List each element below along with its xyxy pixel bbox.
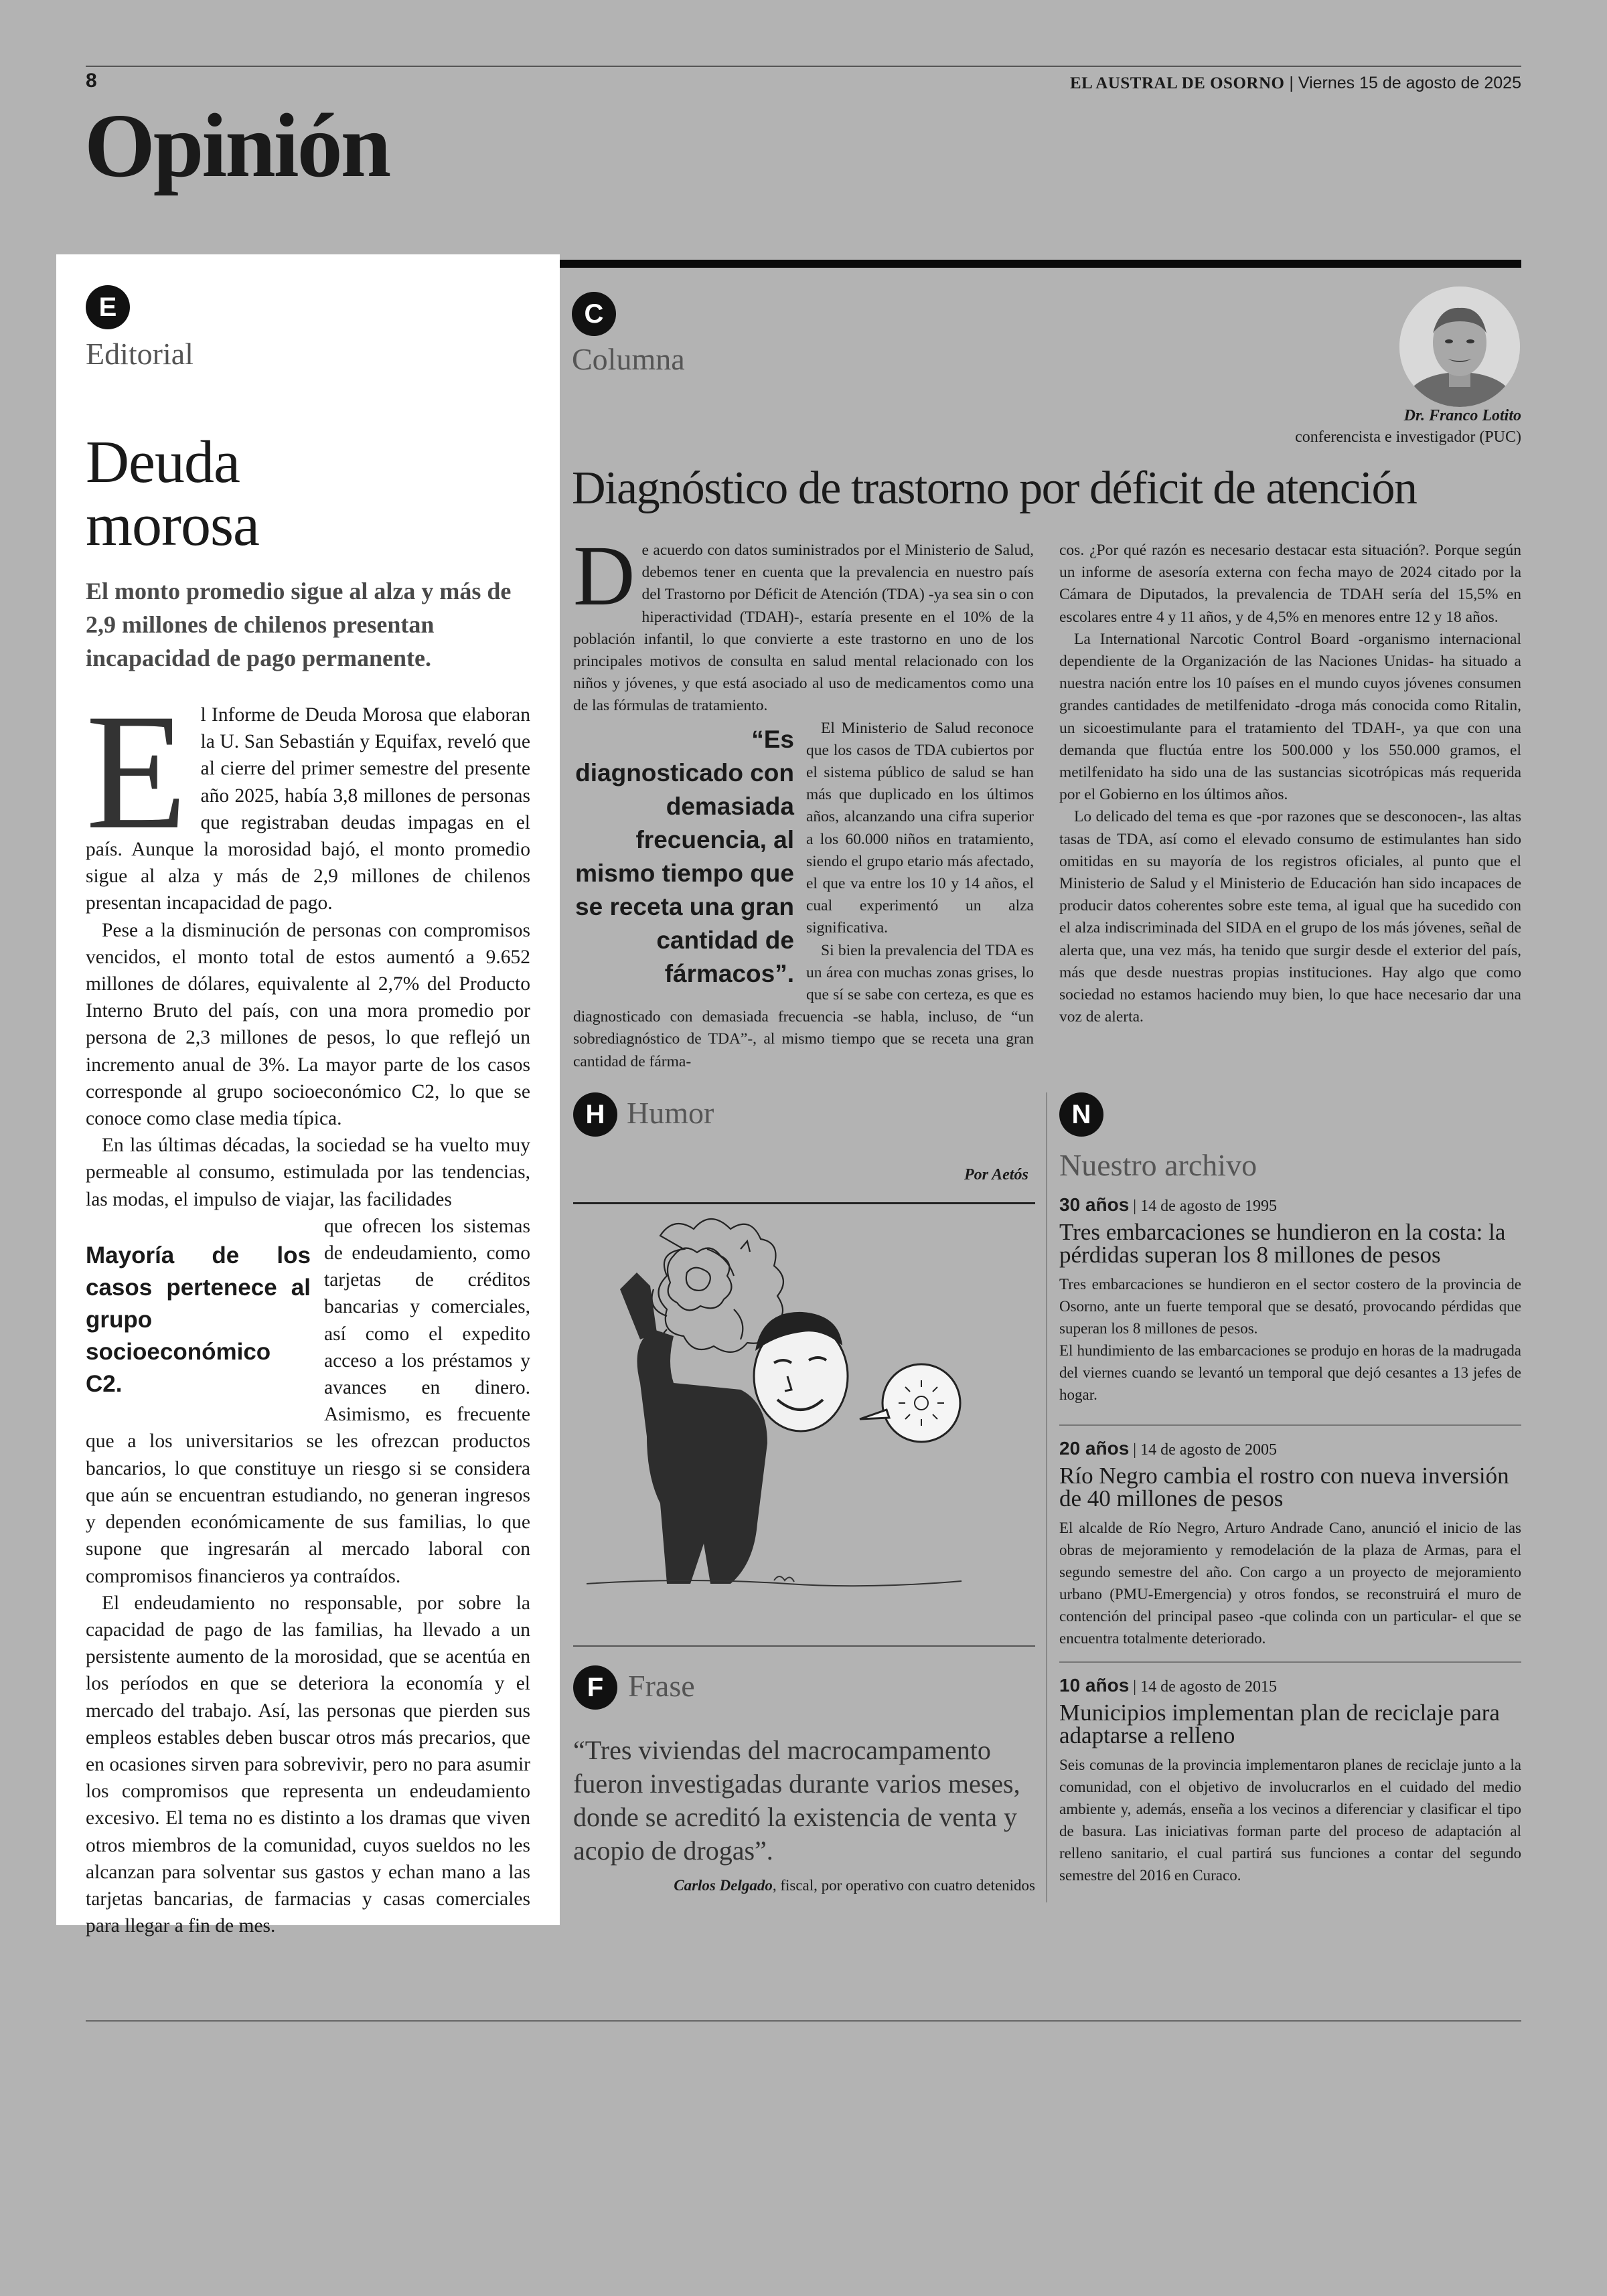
bottom-rule: [86, 2020, 1521, 2022]
archive-date: 14 de agosto de 1995: [1140, 1198, 1278, 1215]
column-badge: C: [572, 292, 616, 336]
column-label: Columna: [572, 342, 685, 376]
headline-line-2: morosa: [86, 492, 259, 558]
frase-attr-name: Carlos Delgado: [674, 1877, 773, 1894]
author-photo: [1399, 286, 1520, 407]
editorial-badge: E: [86, 285, 130, 329]
editorial-paragraph: que ofrecen los sistemas de endeudamiento, como tarjetas de créditos bancarias y comerciales, así como el expedito acceso a los préstamos y avances en dinero. Asimismo, es frecuente que a los universitarios se les ofrezcan productos bancarios, lo que constituye un riesgo si se considera que aún se encuentran estudiando, no generan ingresos y dependen económicamente de sus familias, lo que supone que ingresarán al mercado laboral con compromisos financieros ya contraídos.: [86, 1215, 530, 1587]
column-paragraph: Si bien la prevalencia del TDA es un área con muchas zonas grises, lo que sí se sabe con certeza, es que es diagnosticado con demasiada frecuencia -se habla, incluso, de “un sobrediagnóstico de TDA”-, al mismo tiempo que se receta una gran cantidad de fárma-: [573, 941, 1034, 1070]
archive-years: 30 años: [1059, 1194, 1130, 1215]
editorial-paragraph: El endeudamiento no responsable, por sobre la capacidad de pago de las familias, ha llevado a un persistente aumento de la morosidad, que se acentúa en los períodos en que se deteriora la economía y el mercado del trabajo. Así, las personas que pierden sus empleos estables deben buscar otros más precarios, que en ocasiones sirven para sobrevivir, pero no para asumir los compromisos que representa un endeudamiento excesivo. El tema no es distinto a los dramas que viven otros miembros de la comunidad, cuyos sueldos no les alcanzan para solventar sus gastos y echan mano a las tarjetas bancarias, de farmacias y casas comerciales para llegar a fin de mes.: [86, 1592, 530, 1937]
archive-text: Tres embarcaciones se hundieron en el sector costero de la provincia de Osorno, ante un fuerte temporal que se desató, provocando pérdidas que superan los 8 millones de pesos.: [1059, 1276, 1521, 1337]
archive-text: Seis comunas de la provincia implementaron planes de reciclaje junto a la comunidad, con el objetivo de involucrarlos en el cuidado del medio ambiente y, además, enseña a los vecinos a diferenciar y clasificar el tipo de basura. Las iniciativas forman parte del proceso de adaptación al relleno sanitario, el cual partirá sus funciones a contar del segundo semestre del 2016 en Curaco.: [1059, 1756, 1521, 1884]
column-paragraph: cos. ¿Por qué razón es necesario destacar esta situación?. Porque según un informe de asesoría externa con fecha mayo de 2024 citado por la Cámara de Diputados, la prevalencia de TDAH sería del 15,5% en escolares entre 4 y 11 años, y de 4,5% en menores entre 12 y 18 años.: [1059, 542, 1521, 626]
headline-line-1: Deuda: [86, 429, 240, 495]
column-headline: Diagnóstico de trastorno por déficit de atención: [572, 463, 1417, 514]
archive-years: 10 años: [1059, 1675, 1130, 1696]
archive-text: El hundimiento de las embarcaciones se produjo en horas de la madrugada del viernes cuando se levantó un temporal que dejó cesantes a 13 jefes de hogar.: [1059, 1342, 1521, 1403]
issue-date: Viernes 15 de agosto de 2025: [1298, 74, 1521, 92]
editorial-drop-cap: E: [86, 679, 187, 864]
column-paragraph: Lo delicado del tema es que -por razones que se desconocen-, las altas tasas de TDA, así como el elevado consumo de estimulantes han sido omitidas en su mayoría de los registros oficiales, al punto que el Ministerio de Salud y el Ministerio de Educación han sido incapaces de producir datos coherentes sobre este tema, al igual que ha sucedido con el alza indiscriminada del SIDA en el grupo de los más jóvenes, señal de alerta que, una vez más, ha tenido que surgir desde el exterior del país, más que desde nuestras propias instituciones. Hay algo que como sociedad no estamos haciendo muy bien, lo que hace necesario dar una voz de alerta.: [1059, 808, 1521, 1026]
column-divider: [1046, 1092, 1047, 1902]
archive-item: 30 años | 14 de agosto de 1995 Tres embarcaciones se hundieron en la costa: la pérdidas superan los 8 millones de pesos Tres embarcaciones se hundieron en el sector costero de la provincia de Osorno, ante un fuerte temporal que se desató, provocando pérdidas que superan los 8 millones de pesos. El hundimiento de las embarcaciones se produjo en horas de la madrugada del viernes cuando se levantó un temporal que dejó cesantes a 13 jefes de hogar.: [1059, 1194, 1521, 1406]
frase-badge: F: [573, 1665, 617, 1710]
section-title: Opinión: [84, 96, 390, 196]
masthead: EL AUSTRAL DE OSORNO | Viernes 15 de agosto de 2025: [1069, 74, 1521, 92]
archive-title: Municipios implementan plan de reciclaje para adaptarse a relleno: [1059, 1700, 1500, 1748]
archive-separator: [1059, 1424, 1521, 1426]
author-role: conferencista e investigador (PUC): [1295, 428, 1521, 446]
newspaper-name: EL AUSTRAL DE OSORNO: [1069, 74, 1285, 92]
frase-quote: “Tres viviendas del macrocampamento fueron investigadas durante varios meses, donde se acreditó la existencia de venta y acopio de drogas”.: [573, 1735, 1020, 1866]
archive-label: Nuestro archivo: [1059, 1148, 1257, 1182]
editorial-panel: [56, 254, 560, 1937]
humor-credit: Por Aetós: [964, 1166, 1028, 1183]
frase-attribution: [573, 1877, 1035, 1894]
archive-years: 20 años: [1059, 1438, 1130, 1459]
column-paragraph: La International Narcotic Control Board -organismo internacional dependiente de la Organización de las Naciones Unidas- ha situado a nuestra nación entre los 10 países en el mundo cuyos jóvenes consumen grandes cantidades de metilfenidato -droga más conocida como Ritalin, un sicoestimulante para el tratamiento del TDAH-, ya que con una demanda que fluctúa entre los 500.000 y los 550.000 gramos, el metilfenidato ha sido una de las sustancias sicotrópicas más requerida por el Gobierno en los últimos años.: [1059, 630, 1521, 804]
editorial-pull-quote: Mayoría de los casos pertenece al grupo socioeconómico C2.: [86, 1242, 311, 1397]
column-pull-quote: “Es diagnosticado con demasiada frecuencia, al mismo tiempo que se receta una gran cantidad de fármacos”.: [575, 725, 794, 987]
editorial-headline: [86, 431, 259, 557]
column-body-right: [1059, 540, 1521, 1028]
editorial-deck: El monto promedio sigue al alza y más de 2,9 millones de chilenos presentan incapacidad de pago permanente.: [86, 578, 512, 671]
column-drop-cap: D: [573, 528, 635, 623]
frase-attr-rest: , fiscal, por operativo con cuatro detenidos: [772, 1877, 1035, 1894]
archive-title: Río Negro cambia el rostro con nueva inversión de 40 millones de pesos: [1059, 1463, 1509, 1511]
author-name: Dr. Franco Lotito: [1403, 407, 1521, 424]
frase-label: Frase: [628, 1669, 695, 1703]
archive-separator: [1059, 1661, 1521, 1663]
archive-item: 20 años | 14 de agosto de 2005 Río Negro cambia el rostro con nueva inversión de 40 millones de pesos El alcalde de Río Negro, Arturo Andrade Cano, anunció el inicio de las obras de mejoramiento y remodelación de la plaza de Armas, para el segundo semestre del año. Con cargo a un proyecto de mejoramiento urbano (PMU-Emergencia) y otros fondos, se reconstruirá el muro de contención del principal paseo -que colinda con un particular- el que se encuentra totalmente deteriorado.: [1059, 1438, 1521, 1649]
editorial-body: [86, 679, 530, 1939]
archive-date: 14 de agosto de 2005: [1140, 1441, 1278, 1459]
humor-label: Humor: [627, 1096, 714, 1130]
cartoon-illustration: [573, 1209, 1035, 1617]
editorial-label: Editorial: [86, 337, 194, 371]
archive-date: 14 de agosto de 2015: [1140, 1678, 1278, 1696]
humor-bottom-rule: [573, 1645, 1035, 1647]
humor-badge: H: [573, 1092, 617, 1137]
page-number: 8: [86, 70, 97, 92]
column-paragraph: e acuerdo con datos suministrados por el Ministerio de Salud, debemos tener en cuenta que la prevalencia en nuestro país del Trastorno por Déficit de Atención (TDA) -ya sea sin o con hiperactividad (TDAH)-, estaría presente en el 10% de la población infantil, lo que convierte a este trastorno en uno de los principales motivos de consulta en salud mental relacionado con los niños y jóvenes, y que está asociado al uso de medicamentos como una de las fórmulas de tratamiento.: [573, 542, 1034, 715]
column-body-left: [573, 528, 1034, 1073]
top-rule: [86, 66, 1521, 67]
archive-text: El alcalde de Río Negro, Arturo Andrade Cano, anunció el inicio de las obras de mejoramiento y remodelación de la plaza de Armas, para el segundo semestre del año. Con cargo a un proyecto de mejoramiento urbano (PMU-Emergencia) y otros fondos, se reconstruirá el muro de contención del principal paseo -que colinda con un particular- el que se encuentra totalmente deteriorado.: [1059, 1520, 1521, 1647]
archive-badge: N: [1059, 1092, 1103, 1137]
editorial-paragraph: En las últimas décadas, la sociedad se ha vuelto muy permeable al consumo, estimulada por las tendencias, las modas, el impulso de viajar, las facilidades: [86, 1135, 530, 1210]
editorial-paragraph: l Informe de Deuda Morosa que elaboran la U. San Sebastián y Equifax, reveló que al cierre del primer semestre del presente año 2025, había 3,8 millones de personas que registraban deudas impagas en el país. Aunque la morosidad bajó, el monto promedio sigue al alza y más de 2,9 millones de chilenos presentan incapacidad de pago.: [86, 704, 530, 914]
archive-item: 10 años | 14 de agosto de 2015 Municipios implementan plan de reciclaje para adaptarse a relleno Seis comunas de la provincia implementaron planes de reciclaje junto a la comunidad, con el objetivo de involucrarlos en el cuidado del medio ambiente y, además, enseña a los vecinos a diferenciar y clasificar el tipo de basura. Las iniciativas forman parte del proceso de adaptación al relleno sanitario, el cual partirá sus funciones a contar del segundo semestre del 2016 en Curaco.: [1059, 1675, 1521, 1886]
column-paragraph: El Ministerio de Salud reconoce que los casos de TDA cubiertos por el sistema público de salud se han más que duplicado en los últimos años, alcanzando una cifra superior a los 60.000 niños en tratamiento, siendo el grupo etario más afectado, el que va entre los 10 y 14 años, el cual experimentó un alza significativa.: [806, 719, 1034, 937]
archive-title: Tres embarcaciones se hundieron en la costa: la pérdidas superan los 8 millones de pesos: [1059, 1219, 1506, 1268]
humor-rule: [573, 1202, 1035, 1204]
editorial-paragraph: Pese a la disminución de personas con compromisos vencidos, el monto total de estos aumentó a 9.652 millones de dólares, equivalente al 2,7% del Producto Interno Bruto del país, con una mora promedio por persona de 2,3 millones de pesos, lo que reflejó un incremento anual de 3%. La mayor parte de los casos corresponde al grupo socioeconómico C2, lo que se conoce como clase media típica.: [86, 919, 530, 1130]
